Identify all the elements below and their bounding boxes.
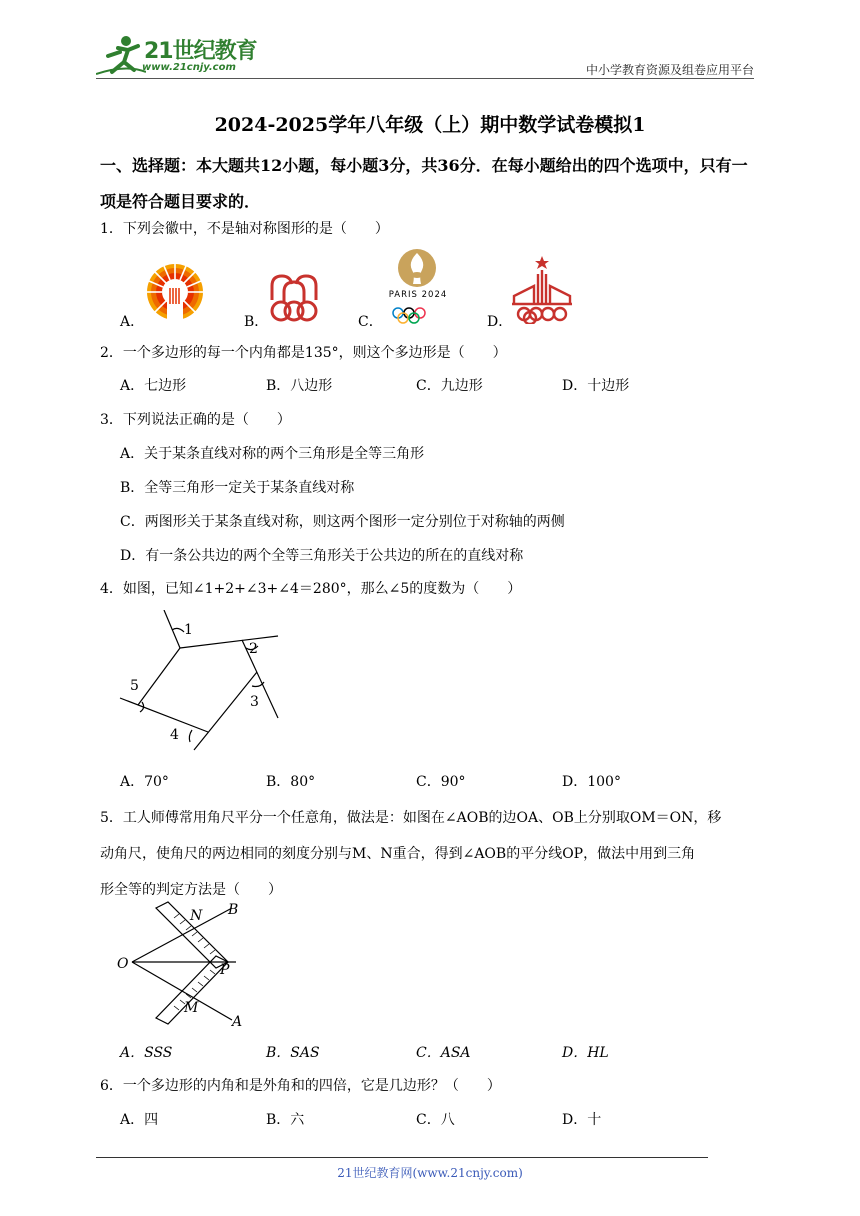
q2-option-d: D．十边形 <box>562 378 630 394</box>
emblem-c-paris-icon <box>382 248 454 324</box>
q4-option-b: B．80° <box>266 774 316 790</box>
q2-option-c: C．九边形 <box>416 378 483 394</box>
q4-option-d: D．100° <box>562 774 621 790</box>
footer-divider <box>96 1157 708 1158</box>
point-label-m: M <box>184 1000 199 1016</box>
question-3-stem: 3．下列说法正确的是（ ） <box>100 412 291 428</box>
q5-line-2: 动角尺，使角尺的两边相同的刻度分别与M、N重合，得到∠AOB的平分线OP，做法中用到三角 <box>100 846 696 862</box>
header-divider <box>96 78 754 79</box>
point-label-o: O <box>117 956 129 972</box>
q1-option-a: A． <box>120 314 145 330</box>
q4-option-a: A．70° <box>120 774 169 790</box>
point-label-a: A <box>232 1014 243 1030</box>
angle-label-5: 5 <box>130 678 139 694</box>
q5-option-d: D．HL <box>562 1045 609 1061</box>
angle-label-4: 4 <box>170 727 179 743</box>
header-platform-text: 中小学教育资源及组卷应用平台 <box>585 63 754 77</box>
q3-option-c: C．两图形关于某条直线对称，则这两个图形一定分别位于对称轴的两侧 <box>120 514 565 530</box>
q5-option-b: B．SAS <box>266 1045 320 1061</box>
q3-option-d: D．有一条公共边的两个全等三角形关于公共边的所在的直线对称 <box>120 548 524 564</box>
q4-pentagon-figure <box>112 610 292 760</box>
site-logo <box>96 34 266 78</box>
emblem-d-tower-icon <box>510 256 574 324</box>
emblem-b-rings-icon <box>266 272 322 324</box>
q6-option-d: D．十 <box>562 1112 602 1128</box>
angle-label-3: 3 <box>250 694 259 710</box>
point-label-n: N <box>190 908 203 924</box>
runner-logo-icon <box>96 34 146 78</box>
q2-option-a: A．七边形 <box>120 378 187 394</box>
paris-2024-text: PARIS 2024 <box>388 290 448 300</box>
point-label-p: P <box>220 962 230 978</box>
q6-option-a: A．四 <box>120 1112 159 1128</box>
footer-link[interactable]: 21世纪教育网(www.21cnjy.com) <box>337 1166 523 1180</box>
q3-option-b: B．全等三角形一定关于某条直线对称 <box>120 480 355 496</box>
emblem-a-sunburst-icon <box>146 262 204 324</box>
q5-option-a: A．SSS <box>120 1045 173 1061</box>
question-2-stem: 2．一个多边形的每一个内角都是135°，则这个多边形是（ ） <box>100 345 507 361</box>
q3-option-a: A．关于某条直线对称的两个三角形是全等三角形 <box>120 446 425 462</box>
section-heading: 一、选择题：本大题共12小题，每小题3分，共36分．在每小题给出的四个选项中，只有一项是符合题目要求的． <box>100 156 748 211</box>
question-5-stem <box>100 800 770 908</box>
q1-option-b: B． <box>244 314 269 330</box>
q2-option-b: B．八边形 <box>266 378 333 394</box>
question-6-stem: 6．一个多边形的内角和是外角和的四倍，它是几边形？（ ） <box>100 1078 501 1094</box>
q5-line-3: 形全等的判定方法是（ ） <box>100 882 282 898</box>
question-1-stem: 1．下列会徽中，不是轴对称图形的是（ ） <box>100 221 389 237</box>
angle-label-2: 2 <box>249 641 258 657</box>
page-title: 2024-2025学年八年级（上）期中数学试卷模拟1 <box>214 114 646 136</box>
question-4-stem: 4．如图，已知∠1+2+∠3+∠4＝280°，那么∠5的度数为（ ） <box>100 581 522 597</box>
q4-option-c: C．90° <box>416 774 466 790</box>
q6-option-b: B．六 <box>266 1112 305 1128</box>
q6-option-c: C．八 <box>416 1112 455 1128</box>
q5-line-1: 5．工人师傅常用角尺平分一个任意角，做法是：如图在∠AOB的边OA、OB上分别取OM＝ON，移 <box>100 810 722 826</box>
q1-option-d: D． <box>487 314 513 330</box>
q5-option-c: C．ASA <box>416 1045 471 1061</box>
angle-label-1: 1 <box>184 622 193 638</box>
q1-option-c: C． <box>358 314 383 330</box>
logo-text: 21世纪教育 <box>144 39 257 64</box>
point-label-b: B <box>228 902 239 918</box>
logo-url: www.21cnjy.com <box>142 62 236 73</box>
